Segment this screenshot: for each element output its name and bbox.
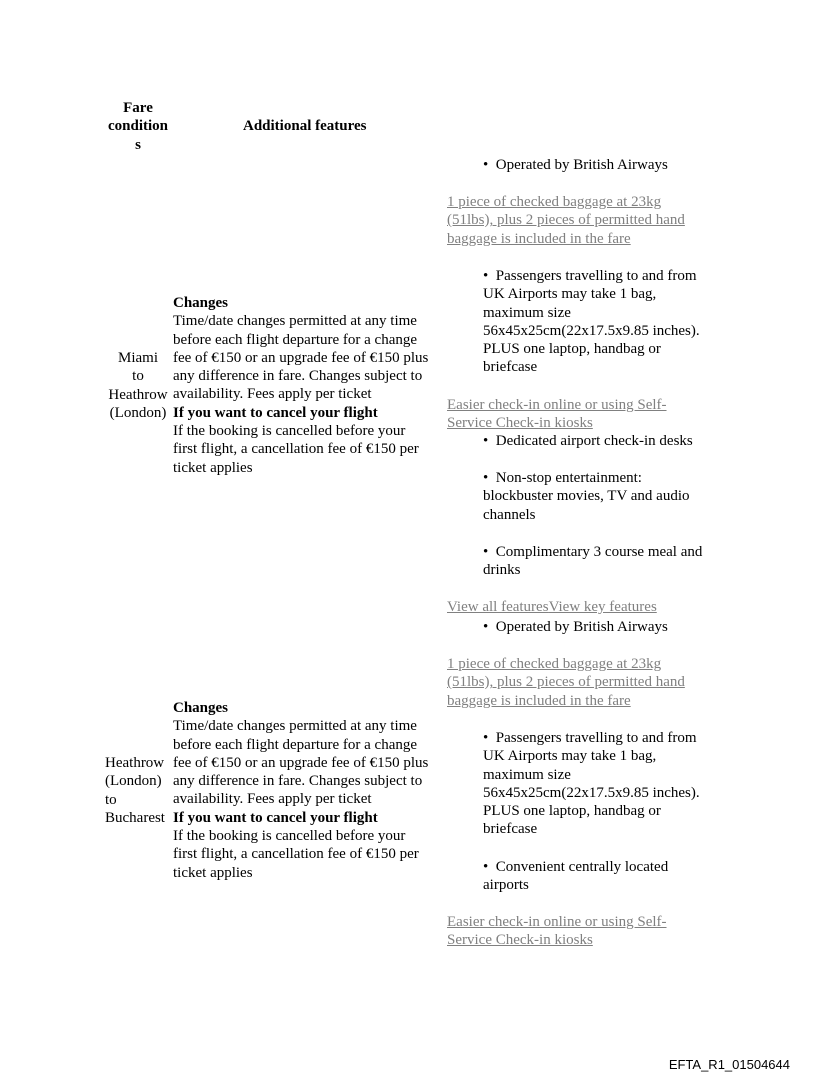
link-line[interactable]: baggage is included in the fare [447, 230, 631, 247]
feature-operated-2 [483, 618, 668, 636]
feature-text: PLUS one laptop, handbag or [483, 803, 661, 820]
feature-airports [483, 858, 668, 895]
feature-text: airports [483, 877, 529, 894]
feature-hand-baggage [483, 267, 700, 377]
fare-conditions-2 [173, 699, 453, 882]
route-line: (London) [109, 404, 167, 421]
checkin-link-2[interactable] [447, 913, 667, 950]
feature-text: blockbuster movies, TV and audio [483, 488, 690, 505]
bullet-icon: • [483, 859, 496, 875]
link-line[interactable]: (51lbs), plus 2 pieces of permitted hand [447, 674, 685, 691]
feature-text: Operated by British Airways [495, 157, 668, 173]
view-all-features-link[interactable]: View all features [447, 599, 549, 615]
cancel-text-line: ticket applies [173, 459, 253, 476]
header-line: Fare [123, 100, 153, 116]
feature-text: drinks [483, 562, 521, 579]
route-line: Heathrow [108, 386, 168, 403]
feature-text: maximum size [483, 304, 571, 321]
route-line: Heathrow [105, 755, 165, 771]
route-line: Bucharest [105, 809, 165, 826]
link-line[interactable]: Service Check-in kiosks [447, 932, 593, 949]
view-links [447, 598, 657, 616]
cancel-title: If you want to cancel your flight [173, 404, 378, 421]
header-line: s [135, 136, 141, 153]
route-cell-2 [105, 754, 175, 827]
route-line: Miami [118, 350, 158, 366]
route-line: to [105, 791, 117, 808]
feature-text: Operated by British Airways [495, 619, 668, 635]
changes-text-line: availability. Fees apply per ticket [173, 386, 372, 403]
feature-desks [483, 432, 693, 450]
feature-meal [483, 543, 702, 580]
cancel-text-line: If the booking is cancelled before your [173, 423, 406, 440]
link-line[interactable]: (51lbs), plus 2 pieces of permitted hand [447, 212, 685, 229]
feature-text: briefcase [483, 359, 538, 376]
header-additional-features: Additional features [243, 118, 367, 134]
link-line[interactable]: Easier check-in online or using Self- [447, 914, 667, 930]
changes-text-line: any difference in fare. Changes subject to [173, 773, 423, 790]
feature-text: 56x45x25cm(22x17.5x9.85 inches). [483, 322, 700, 339]
fare-conditions-1 [173, 294, 453, 477]
header-fare-conditions [100, 99, 176, 154]
checkin-link[interactable] [447, 396, 667, 433]
changes-text-line: Time/date changes permitted at any time [173, 313, 417, 330]
feature-text: Passengers travelling to and from [495, 268, 697, 284]
baggage-link-2[interactable] [447, 655, 685, 710]
route-line: (London) [105, 773, 162, 790]
baggage-link[interactable] [447, 193, 685, 248]
feature-hand-baggage-2 [483, 729, 700, 839]
route-line: to [132, 368, 144, 385]
bullet-icon: • [483, 544, 496, 560]
cancel-text-line: ticket applies [173, 864, 253, 881]
feature-operated [483, 156, 668, 174]
view-key-features-link[interactable]: View key features [548, 599, 657, 615]
header-line: condition [107, 118, 168, 135]
changes-text-line: any difference in fare. Changes subject to [173, 368, 423, 385]
bullet-icon: • [483, 619, 496, 635]
feature-text: Complimentary 3 course meal and [495, 544, 703, 560]
changes-text-line: before each flight departure for a change [173, 331, 418, 348]
feature-text: Non-stop entertainment: [495, 470, 642, 486]
bullet-icon: • [483, 730, 496, 746]
changes-text-line: availability. Fees apply per ticket [173, 791, 372, 808]
feature-text: briefcase [483, 821, 538, 838]
feature-text: Passengers travelling to and from [495, 730, 697, 746]
changes-text-line: fee of €150 or an upgrade fee of €150 plus [173, 349, 429, 366]
changes-text-line: before each flight departure for a change [173, 736, 418, 753]
link-line[interactable]: 1 piece of checked baggage at 23kg [447, 656, 662, 672]
changes-text-line: Time/date changes permitted at any time [173, 718, 417, 735]
changes-title: Changes [173, 295, 229, 311]
feature-text: UK Airports may take 1 bag, [483, 286, 657, 303]
feature-text: channels [483, 506, 536, 523]
link-line[interactable]: baggage is included in the fare [447, 692, 631, 709]
feature-text: UK Airports may take 1 bag, [483, 748, 657, 765]
cancel-text-line: If the booking is cancelled before your [173, 828, 406, 845]
link-line[interactable]: Easier check-in online or using Self- [447, 397, 667, 413]
bullet-icon: • [483, 268, 496, 284]
feature-text: Convenient centrally located [495, 859, 669, 875]
route-cell-1 [100, 349, 176, 422]
changes-text-line: fee of €150 or an upgrade fee of €150 plus [173, 754, 429, 771]
changes-title: Changes [173, 700, 229, 716]
cancel-text-line: first flight, a cancellation fee of €150 per [173, 846, 419, 863]
feature-text: maximum size [483, 766, 571, 783]
bullet-icon: • [483, 433, 496, 449]
cancel-title: If you want to cancel your flight [173, 809, 378, 826]
feature-text: 56x45x25cm(22x17.5x9.85 inches). [483, 784, 700, 801]
feature-entertainment [483, 469, 690, 524]
document-id: EFTA_R1_01504644 [668, 1057, 790, 1072]
link-line[interactable]: 1 piece of checked baggage at 23kg [447, 194, 662, 210]
feature-text: PLUS one laptop, handbag or [483, 341, 661, 358]
bullet-icon: • [483, 470, 496, 486]
feature-text: Dedicated airport check-in desks [495, 433, 693, 449]
cancel-text-line: first flight, a cancellation fee of €150 per [173, 441, 419, 458]
link-line[interactable]: Service Check-in kiosks [447, 415, 593, 432]
bullet-icon: • [483, 157, 496, 173]
